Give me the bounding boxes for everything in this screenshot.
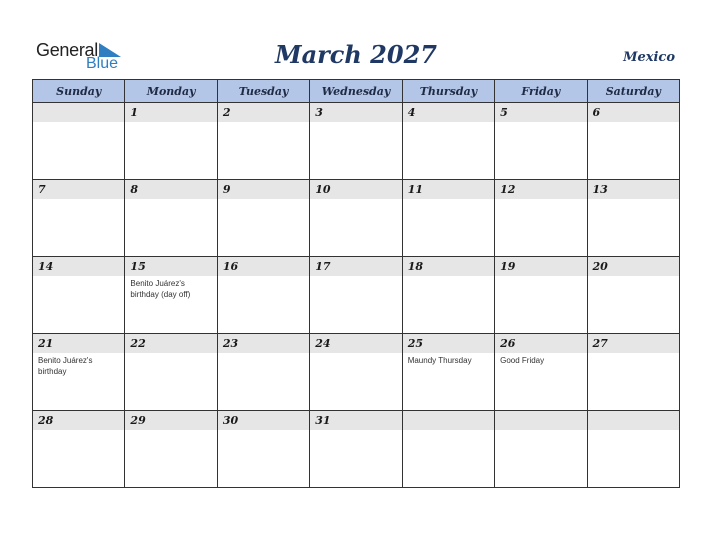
week-row <box>33 257 680 334</box>
holiday-label <box>310 199 401 201</box>
holiday-label <box>125 353 216 355</box>
day-number: 18 <box>403 257 494 276</box>
day-cell <box>495 334 587 411</box>
holiday-label <box>33 122 124 124</box>
holiday-label <box>588 199 679 201</box>
holiday-label <box>495 430 586 432</box>
day-number: 25 <box>403 334 494 353</box>
day-cell <box>217 103 309 180</box>
holiday-label <box>310 430 401 432</box>
day-number: 29 <box>125 411 216 430</box>
day-cell <box>402 103 494 180</box>
day-number <box>495 411 586 430</box>
day-number: 4 <box>403 103 494 122</box>
calendar-title: March 2027 <box>275 40 437 69</box>
day-cell <box>587 257 679 334</box>
day-cell <box>587 180 679 257</box>
day-number: 12 <box>495 180 586 199</box>
day-number: 11 <box>403 180 494 199</box>
day-cell <box>587 103 679 180</box>
holiday-label <box>125 122 216 124</box>
day-number <box>33 103 124 122</box>
weekday-header: Wednesday <box>310 80 402 103</box>
week-row <box>33 180 680 257</box>
day-cell <box>217 334 309 411</box>
day-number: 3 <box>310 103 401 122</box>
day-cell <box>587 334 679 411</box>
day-cell <box>33 257 125 334</box>
weekday-header: Friday <box>495 80 587 103</box>
weekday-header: Thursday <box>402 80 494 103</box>
day-number: 5 <box>495 103 586 122</box>
week-row <box>33 334 680 411</box>
day-cell <box>402 257 494 334</box>
calendar-grid <box>32 79 680 488</box>
holiday-label: Good Friday <box>500 356 545 365</box>
day-cell <box>402 411 494 488</box>
day-cell <box>310 411 402 488</box>
day-cell <box>217 411 309 488</box>
logo-blue-text: Blue <box>86 55 119 72</box>
day-cell <box>33 334 125 411</box>
day-number: 10 <box>310 180 401 199</box>
holiday-label <box>588 353 679 355</box>
day-number: 30 <box>218 411 309 430</box>
holiday-label <box>33 199 124 201</box>
holiday-label <box>218 199 309 201</box>
day-cell <box>310 334 402 411</box>
day-cell <box>217 257 309 334</box>
day-number: 31 <box>310 411 401 430</box>
day-number: 15 <box>125 257 216 276</box>
day-cell <box>310 180 402 257</box>
day-cell <box>310 257 402 334</box>
holiday-label <box>218 276 309 278</box>
day-number: 19 <box>495 257 586 276</box>
day-number: 2 <box>218 103 309 122</box>
day-cell <box>125 180 217 257</box>
holiday-label <box>310 353 401 355</box>
holiday-label <box>588 430 679 432</box>
week-row <box>33 411 680 488</box>
day-number: 13 <box>588 180 679 199</box>
day-cell <box>33 411 125 488</box>
day-number: 7 <box>33 180 124 199</box>
holiday-label: Benito Juárez's birthday (day off) <box>130 279 191 299</box>
holiday-label <box>495 276 586 278</box>
holiday-label <box>495 199 586 201</box>
day-number <box>588 411 679 430</box>
holiday-label <box>588 122 679 124</box>
holiday-label <box>218 353 309 355</box>
day-number: 8 <box>125 180 216 199</box>
day-number: 17 <box>310 257 401 276</box>
day-cell <box>125 334 217 411</box>
day-number: 20 <box>588 257 679 276</box>
day-number <box>403 411 494 430</box>
holiday-label <box>588 276 679 278</box>
day-number: 27 <box>588 334 679 353</box>
day-number: 26 <box>495 334 586 353</box>
day-cell <box>402 334 494 411</box>
day-cell <box>125 103 217 180</box>
day-cell <box>495 180 587 257</box>
country-label: Mexico <box>623 50 675 65</box>
weekday-header: Monday <box>125 80 217 103</box>
holiday-label <box>218 430 309 432</box>
holiday-label <box>218 122 309 124</box>
holiday-label <box>33 276 124 278</box>
weekday-header: Sunday <box>33 80 125 103</box>
holiday-label <box>125 430 216 432</box>
holiday-label <box>33 430 124 432</box>
day-number: 22 <box>125 334 216 353</box>
week-row <box>33 103 680 180</box>
day-cell <box>310 103 402 180</box>
holiday-label <box>403 199 494 201</box>
day-number: 1 <box>125 103 216 122</box>
holiday-label <box>403 276 494 278</box>
holiday-label <box>495 122 586 124</box>
day-number: 9 <box>218 180 309 199</box>
day-number: 28 <box>33 411 124 430</box>
day-cell <box>217 180 309 257</box>
day-cell <box>495 411 587 488</box>
holiday-label <box>310 122 401 124</box>
day-cell <box>33 103 125 180</box>
weekday-header: Tuesday <box>217 80 309 103</box>
day-cell <box>125 257 217 334</box>
day-cell <box>402 180 494 257</box>
day-number: 24 <box>310 334 401 353</box>
day-number: 16 <box>218 257 309 276</box>
day-number: 14 <box>33 257 124 276</box>
day-cell <box>587 411 679 488</box>
holiday-label <box>310 276 401 278</box>
day-number: 21 <box>33 334 124 353</box>
holiday-label <box>125 199 216 201</box>
weekday-header-row <box>33 80 680 103</box>
day-cell <box>495 257 587 334</box>
holiday-label: Maundy Thursday <box>407 356 472 365</box>
holiday-label <box>403 430 494 432</box>
day-cell <box>125 411 217 488</box>
day-cell <box>495 103 587 180</box>
day-cell <box>33 180 125 257</box>
holiday-label <box>403 122 494 124</box>
day-number: 6 <box>588 103 679 122</box>
logo-general-text: General <box>36 40 98 60</box>
weekday-header: Saturday <box>587 80 679 103</box>
day-number: 23 <box>218 334 309 353</box>
holiday-label: Benito Juárez's birthday <box>38 356 93 376</box>
